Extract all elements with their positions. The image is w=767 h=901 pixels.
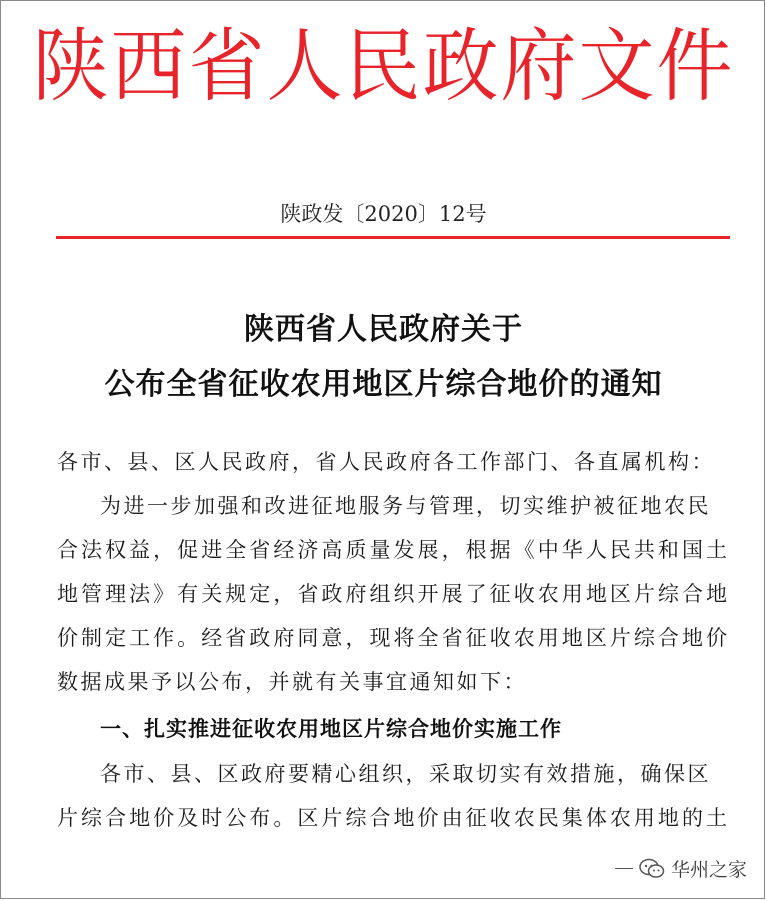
paragraph-1-line-1: 为进一步加强和改进征地服务与管理，切实维护被征地农民 (100, 494, 711, 518)
paragraph-2-line-2: 片综合地价及时公布。区片综合地价由征收农民集体农用地的土 (57, 806, 727, 830)
document-title-line-1: 陕西省人民政府关于 (244, 312, 523, 347)
wechat-icon (639, 858, 665, 880)
paragraph-1-line-3: 地管理法》有关规定，省政府组织开展了征收农用地区片综合地 (57, 582, 727, 606)
watermark-dash (615, 868, 633, 869)
issuer-title: 陕西省人民政府文件 (32, 18, 735, 113)
watermark-text: 华州之家 (670, 859, 747, 881)
paragraph-2-line-1: 各市、县、区政府要精心组织，采取切实有效措施，确保区 (100, 762, 711, 786)
paragraph-1-line-4: 价制定工作。经省政府同意，现将全省征收农用地区片综合地价 (57, 626, 727, 650)
paragraph-1-line-5: 数据成果予以公布，并就有关事宜通知如下： (57, 670, 527, 694)
paragraph-1-line-2: 合法权益，促进全省经济高质量发展，根据《中华人民共和国土 (57, 538, 727, 562)
document-number: 陕政发〔2020〕12号 (280, 202, 487, 226)
red-divider (56, 236, 730, 239)
salutation: 各市、县、区人民政府，省人民政府各工作部门、各直属机构： (57, 450, 715, 474)
section-1-heading: 一、扎实推进征收农用地区片综合地价实施工作 (100, 717, 562, 741)
document-title-line-2: 公布全省征收农用地区片综合地价的通知 (104, 367, 663, 402)
watermark (615, 855, 747, 882)
